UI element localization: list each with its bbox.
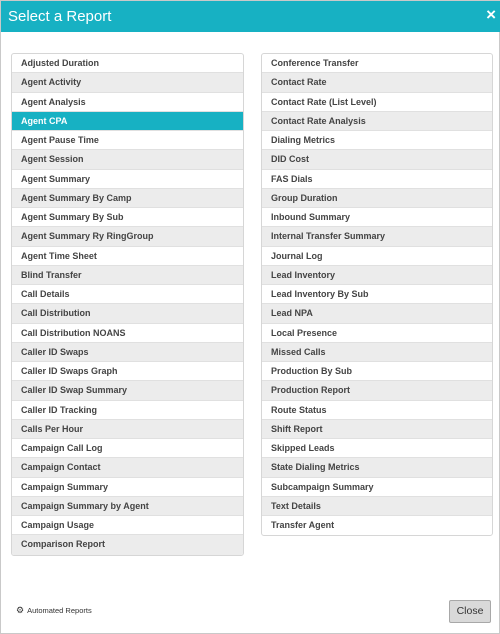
report-list-item[interactable]: Campaign Summary <box>12 478 243 497</box>
automated-reports-label: Automated Reports <box>27 606 92 615</box>
report-list-item[interactable]: Campaign Call Log <box>12 439 243 458</box>
close-button[interactable]: Close <box>449 600 491 623</box>
report-list-item[interactable]: Caller ID Swap Summary <box>12 381 243 400</box>
report-list-item[interactable]: Contact Rate (List Level) <box>262 93 492 112</box>
report-list-item[interactable]: Call Distribution NOANS <box>12 324 243 343</box>
report-list-item[interactable]: Text Details <box>262 497 492 516</box>
report-list-item[interactable]: Group Duration <box>262 189 492 208</box>
report-list-item[interactable]: Comparison Report <box>12 535 243 554</box>
report-list-item[interactable]: Calls Per Hour <box>12 420 243 439</box>
report-list-item[interactable]: Adjusted Duration <box>12 54 243 73</box>
report-list-item[interactable]: DID Cost <box>262 150 492 169</box>
report-list-item[interactable]: Agent Summary By Camp <box>12 189 243 208</box>
report-list-item[interactable]: Conference Transfer <box>262 54 492 73</box>
report-list-item[interactable]: Lead NPA <box>262 304 492 323</box>
report-list-item[interactable]: Inbound Summary <box>262 208 492 227</box>
report-list-item[interactable]: Agent Summary <box>12 170 243 189</box>
report-list-item[interactable]: Caller ID Swaps Graph <box>12 362 243 381</box>
report-list-item[interactable]: Transfer Agent <box>271 520 335 530</box>
report-list-item[interactable]: FAS Dials <box>262 170 492 189</box>
report-list-item[interactable]: Route Status <box>262 401 492 420</box>
report-list-item[interactable]: Production By Sub <box>262 362 492 381</box>
report-list-item[interactable]: Campaign Contact <box>12 458 243 477</box>
report-list-item[interactable]: Blind Transfer <box>12 266 243 285</box>
report-list-item[interactable]: Agent Activity <box>12 73 243 92</box>
report-list-item[interactable]: Caller ID Swaps <box>12 343 243 362</box>
report-list-item[interactable]: Local Presence <box>262 324 492 343</box>
report-list-item[interactable]: Campaign Summary by Agent <box>12 497 243 516</box>
report-list-item[interactable]: Production Report <box>262 381 492 400</box>
report-list-item[interactable]: Agent Summary Ry RingGroup <box>12 227 243 246</box>
close-icon[interactable]: × <box>486 5 496 24</box>
report-list-item[interactable]: Skipped Leads <box>262 439 492 458</box>
report-list-item[interactable]: Lead Inventory <box>262 266 492 285</box>
report-list-item[interactable]: Journal Log <box>262 247 492 266</box>
report-list-item[interactable]: Call Details <box>12 285 243 304</box>
report-list-item[interactable]: Missed Calls <box>262 343 492 362</box>
report-list-item[interactable]: Agent Pause Time <box>12 131 243 150</box>
report-list-item[interactable]: Contact Rate <box>262 73 492 92</box>
report-list-item[interactable]: State Dialing Metrics <box>262 458 492 477</box>
report-list-item[interactable]: Subcampaign Summary <box>262 478 492 497</box>
report-list-item[interactable]: Shift Report <box>262 420 492 439</box>
automated-reports-link[interactable] <box>16 606 92 615</box>
report-list-item[interactable]: Agent Analysis <box>12 93 243 112</box>
report-list-item[interactable]: Contact Rate Analysis <box>262 112 492 131</box>
report-list-item[interactable]: Lead Inventory By Sub <box>262 285 492 304</box>
report-list-right <box>261 53 493 536</box>
report-list-item[interactable]: Internal Transfer Summary <box>262 227 492 246</box>
report-list-item[interactable]: Dialing Metrics <box>262 131 492 150</box>
report-list-item[interactable]: Agent CPA <box>12 112 243 131</box>
report-list-item[interactable]: Call Distribution <box>12 304 243 323</box>
gear-icon: ⚙ <box>16 605 25 615</box>
report-list-item[interactable]: Campaign Usage <box>12 516 243 535</box>
report-list-item[interactable]: Agent Time Sheet <box>12 247 243 266</box>
report-list-item[interactable]: Caller ID Tracking <box>12 401 243 420</box>
report-list-item[interactable]: Agent Session <box>12 150 243 169</box>
dialog-title: Select a Report <box>8 8 112 25</box>
dialog-header <box>1 1 500 32</box>
report-list-left <box>11 53 244 556</box>
report-list-item[interactable]: Agent Summary By Sub <box>12 208 243 227</box>
